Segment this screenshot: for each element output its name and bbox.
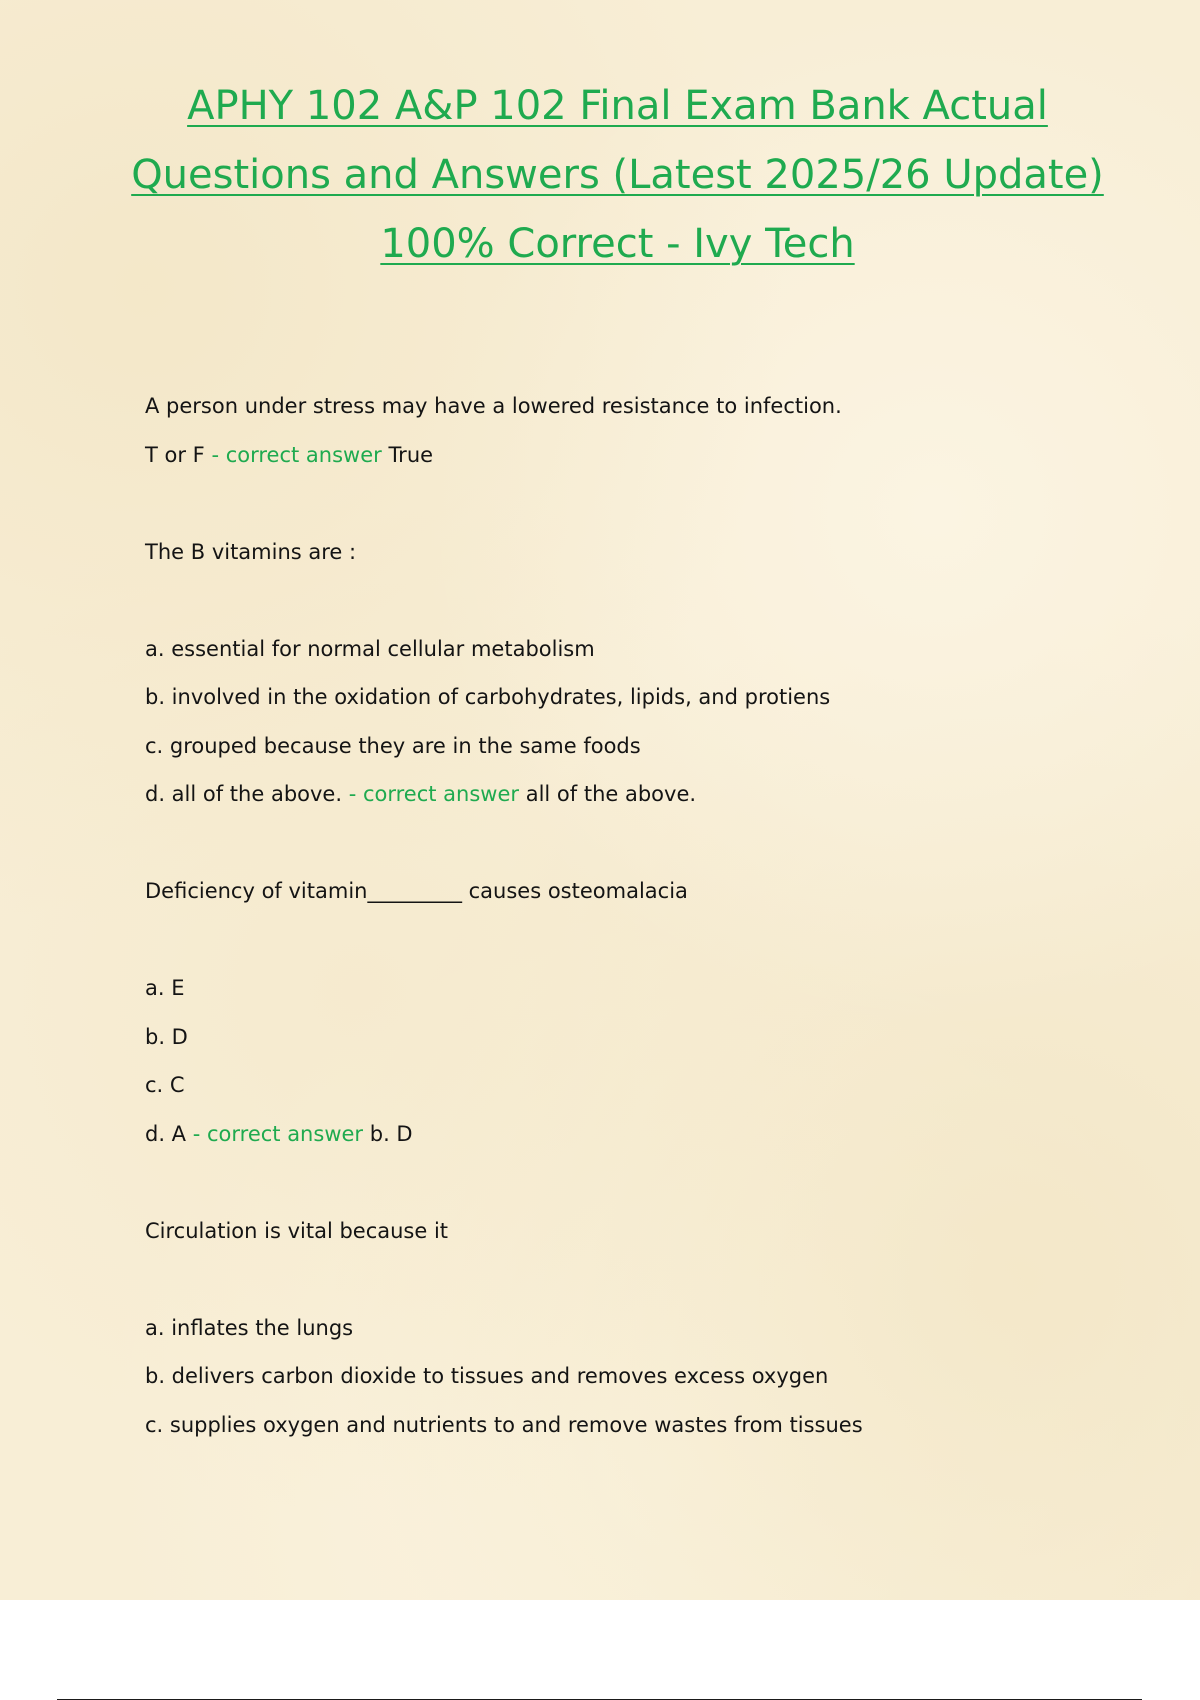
question-2-answer-line	[145, 770, 1125, 819]
spacer	[145, 1158, 1125, 1207]
question-1-answer: True	[388, 442, 434, 467]
spacer	[145, 576, 1125, 625]
spacer	[145, 819, 1125, 868]
question-2-option-d: d. all of the above.	[145, 782, 343, 806]
correct-answer-label: - correct answer	[211, 442, 382, 467]
question-3-option-d: d. A	[145, 1121, 187, 1146]
question-2-option-c: c. grouped because they are in the same foods	[145, 733, 641, 758]
correct-answer-label: - correct answer	[192, 1121, 364, 1146]
question-3-option-a: a. E	[145, 976, 185, 1000]
question-2-answer: all of the above.	[525, 782, 697, 806]
question-1-text: A person under stress may have a lowered resistance to infection.	[145, 394, 842, 418]
question-2-text: The B vitamins are :	[145, 539, 357, 564]
spacer	[145, 479, 1125, 528]
spacer	[145, 916, 1125, 965]
question-4-option-b: b. delivers carbon dioxide to tissues and removes excess oxygen	[145, 1364, 829, 1388]
question-3-option-b: b. D	[145, 1024, 188, 1049]
spacer	[145, 1255, 1125, 1304]
question-4-text: Circulation is vital because it	[145, 1218, 449, 1243]
question-3-answer: b. D	[369, 1121, 413, 1146]
question-4-option-a: a. inflates the lungs	[145, 1315, 354, 1340]
question-list	[145, 382, 1125, 1449]
document-title: APHY 102 A&P 102 Final Exam Bank Actual Questions and Answers (Latest 2025/26 Update) 100% Correct - Ivy Tech	[131, 83, 1104, 267]
correct-answer-label: - correct answer	[348, 782, 520, 806]
question-1-answer-line	[145, 431, 1125, 480]
question-3-text: Deficiency of vitamin_________ causes osteomalacia	[145, 879, 688, 903]
question-2-option-a: a. essential for normal cellular metabolism	[145, 636, 595, 661]
question-4-option-c: c. supplies oxygen and nutrients to and remove wastes from tissues	[145, 1412, 863, 1437]
question-3-option-c: c. C	[145, 1073, 185, 1097]
question-3-answer-line	[145, 1110, 1125, 1159]
question-1-prompt: T or F	[145, 442, 205, 467]
question-2-option-b: b. involved in the oxidation of carbohydrates, lipids, and protiens	[145, 685, 831, 709]
